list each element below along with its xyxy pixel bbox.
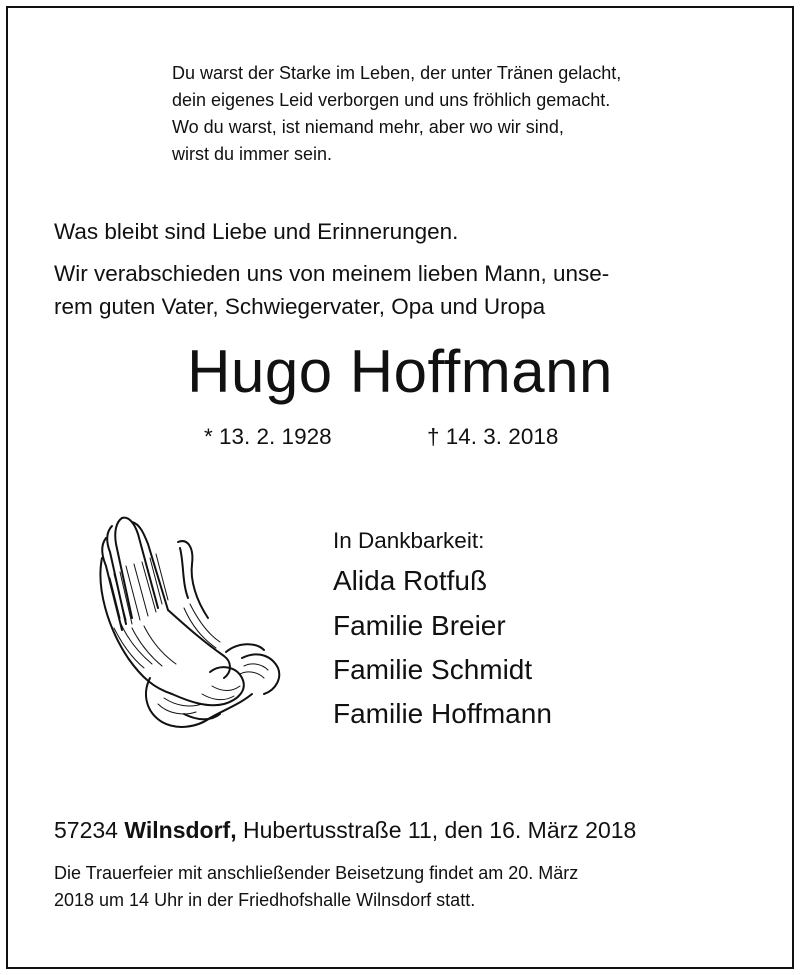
poem-line: dein eigenes Leid verborgen und uns fröhlich gemacht.	[172, 90, 611, 110]
service-info	[54, 860, 578, 914]
mourner-name: Alida Rotfuß	[333, 565, 488, 596]
address-city: Wilnsdorf,	[124, 817, 237, 843]
intro-line-2: Wir verabschieden uns von meinem lieben Mann, unse-	[54, 261, 610, 286]
mourner-name: Familie Hoffmann	[333, 698, 552, 729]
poem-line: Du warst der Starke im Leben, der unter Tränen gelacht,	[172, 63, 622, 83]
poem-line: wirst du immer sein.	[172, 144, 333, 164]
mourner-name: Familie Breier	[333, 610, 506, 641]
intro-line-3: rem guten Vater, Schwiegervater, Opa und Uropa	[54, 294, 546, 319]
address-line	[54, 814, 636, 846]
mourners-heading: In Dankbarkeit:	[333, 528, 485, 553]
birth-date: * 13. 2. 1928	[204, 424, 332, 449]
poem	[172, 60, 621, 168]
service-line: Die Trauerfeier mit anschließender Beisetzung findet am 20. März	[54, 863, 579, 883]
praying-hands-icon	[92, 508, 288, 734]
intro-line-1: Was bleibt sind Liebe und Erinnerungen.	[54, 219, 459, 244]
deceased-name: Hugo Hoffmann	[187, 338, 613, 405]
address-zip: 57234	[54, 817, 118, 843]
address-rest: Hubertusstraße 11, den 16. März 2018	[242, 817, 637, 843]
mourner-name: Familie Schmidt	[333, 654, 533, 685]
death-date: † 14. 3. 2018	[427, 424, 559, 449]
poem-line: Wo du warst, ist niemand mehr, aber wo wir sind,	[172, 117, 564, 137]
service-line: 2018 um 14 Uhr in der Friedhofshalle Wilnsdorf statt.	[54, 890, 476, 910]
